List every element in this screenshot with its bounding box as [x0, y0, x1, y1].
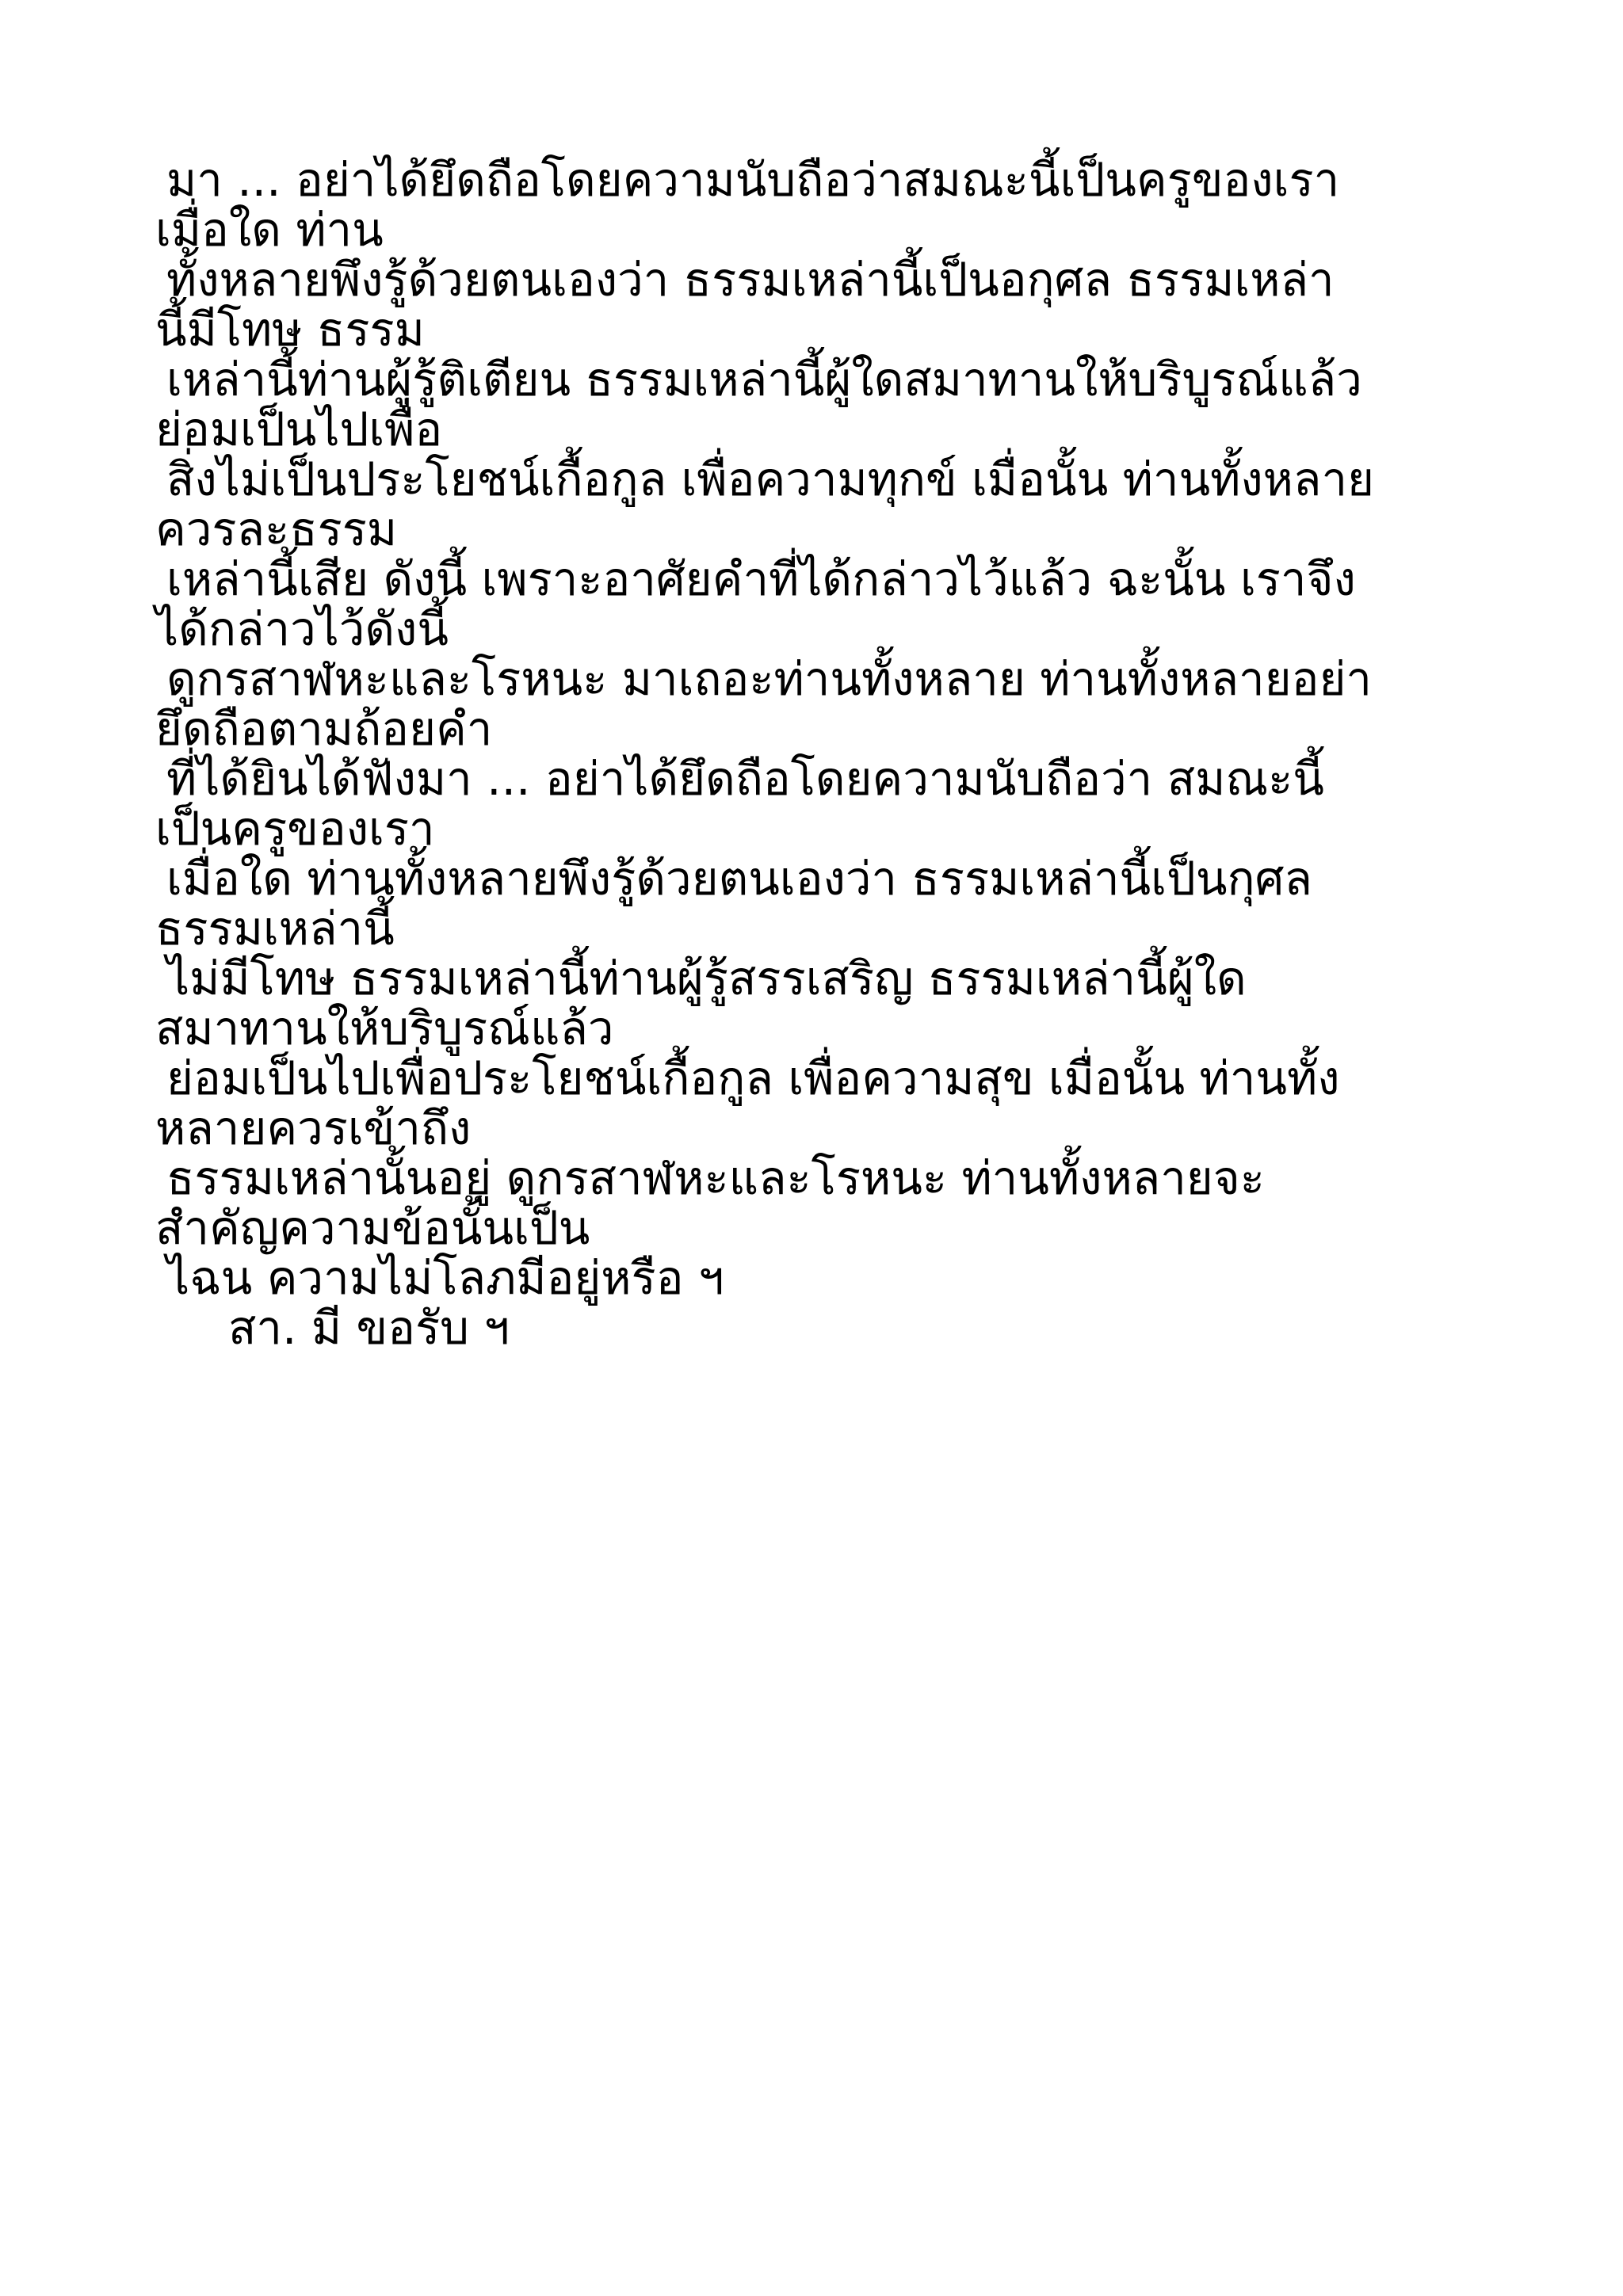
text-line: ย่อมเป็นไปเพื่อประโยชน์เกื้อกูล เพื่อความสุข เมื่อนั้น ท่านทั้ง — [166, 1051, 1340, 1105]
text-line: สา. มี ขอรับ ฯ — [228, 1301, 510, 1355]
text-line: สำคัญความข้อนั้นเป็น — [155, 1201, 590, 1255]
text-line: เหล่านี้ท่านผู้รู้ติเตียน ธรรมเหล่านี้ผู้ใดสมาทานให้บริบูรณ์แล้ว — [166, 353, 1362, 406]
text-line: สิ่งไม่เป็นประโยชน์เกื้อกูล เพื่อความทุกข์ เมื่อนั้น ท่านทั้งหลาย — [166, 452, 1375, 506]
text-line: ไม่มีโทษ ธรรมเหล่านี้ท่านผู้รู้สรรเสริญ ธรรมเหล่านี้ผู้ใด — [166, 952, 1247, 1005]
text-line: ยึดถือตามถ้อยคำ — [155, 702, 493, 756]
text-line: ทั้งหลายพึงรู้ด้วยตนเองว่า ธรรมเหล่านี้เป็นอกุศล ธรรมเหล่า — [166, 253, 1335, 307]
text-line: ควรละธรรม — [155, 502, 398, 556]
text-line: ที่ได้ยินได้ฟังมา ... อย่าได้ยึดถือโดยความนับถือว่า สมณะนี้ — [166, 752, 1324, 806]
text-line: ดูกรสาฬหะและโรหนะ มาเถอะท่านทั้งหลาย ท่านทั้งหลายอย่า — [166, 652, 1372, 706]
text-line: เมื่อใด ท่าน — [155, 203, 384, 257]
text-line: หลายควรเข้าถึง — [155, 1101, 472, 1155]
text-line: เป็นครูของเรา — [155, 802, 435, 856]
text-line: ธรรมเหล่านี้ — [155, 902, 395, 955]
text-line: เมื่อใด ท่านทั้งหลายพึงรู้ด้วยตนเองว่า ธรรมเหล่านี้เป็นกุศล — [166, 852, 1312, 906]
text-line: ย่อมเป็นไปเพื่อ — [155, 402, 443, 456]
text-line: ไฉน ความไม่โลภมีอยู่หรือ ฯ — [166, 1251, 724, 1305]
text-line: ธรรมเหล่านั้นอยู่ ดูกรสาฬหะและโรหนะ ท่านทั้งหลายจะ — [166, 1151, 1265, 1205]
text-line: มา ... อย่าได้ยึดถือโดยความนับถือว่าสมณะนี้เป็นครูของเรา — [166, 153, 1340, 207]
text-line: เหล่านี้เสีย ดังนี้ เพราะอาศัยคำที่ได้กล่าวไว้แล้ว ฉะนั้น เราจึง — [166, 552, 1356, 606]
body-text — [155, 155, 1503, 1353]
text-line: สมาทานให้บริบูรณ์แล้ว — [155, 1001, 614, 1055]
text-line: ได้กล่าวไว้ดังนี้ — [155, 602, 449, 656]
text-line: นี้มีโทษ ธรรม — [155, 303, 425, 357]
